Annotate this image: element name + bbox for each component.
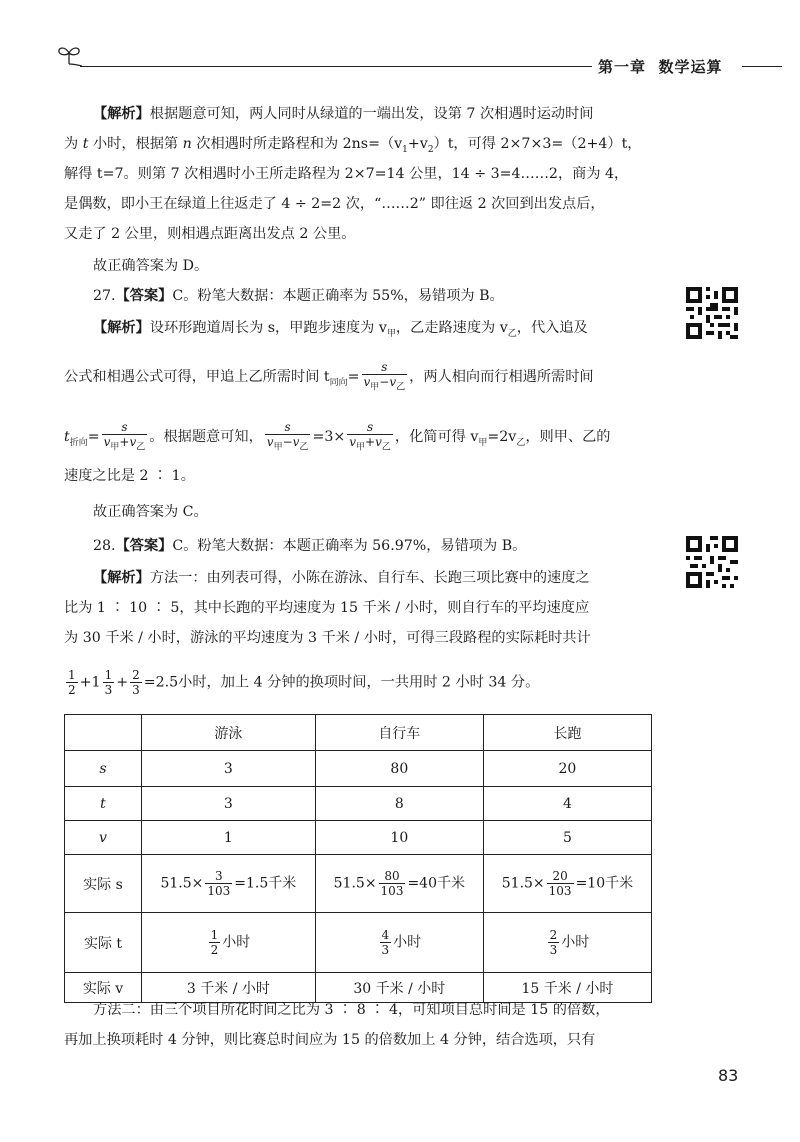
q26-conclusion: 故正确答案为 D。 (93, 258, 209, 274)
fraction: $\frac{s}{v_甲-v_乙}$ (363, 360, 406, 393)
fraction: $\frac{s}{v_甲+v_乙}$ (349, 420, 391, 453)
table-row (65, 821, 652, 855)
table-cell: $\frac{1}{2}$ 小时 (142, 913, 316, 973)
table-row (65, 913, 652, 973)
qr-code-icon[interactable] (686, 287, 738, 339)
fraction: $\frac{1}{3}$ (104, 668, 113, 697)
header-rule (80, 66, 592, 67)
q28-analysis-line3: 为 30 千米 / 小时，游泳的平均速度为 3 千米 / 小时，可得三段路程的实际耗时共计 (64, 630, 591, 646)
table-row (65, 751, 652, 787)
q26-analysis-line3: 解得 t=7。则第 7 次相遇时小王所走路程为 2×7=14 公里，14 ÷ 3=4……2，商为 4， (64, 166, 629, 182)
fraction: $\frac{1}{2}$ (68, 668, 76, 697)
table-cell: 8 (315, 787, 483, 821)
q26-analysis-line5: 又走了 2 公里，则相遇点距离出发点 2 公里。 (64, 226, 356, 242)
table-cell: $\frac{4}{3}$ 小时 (315, 913, 483, 973)
table-row-label: s (65, 751, 142, 787)
table-cell: 30 千米 / 小时 (315, 973, 483, 1003)
table-cell: 3 (142, 787, 316, 821)
table-row (65, 855, 652, 913)
q28-method2-line1: 方法二：由三个项目所花时间之比为 3 ∶ 8 ∶ 4，可知项目总时间是 15 的倍数， (93, 1002, 610, 1018)
q28-method2-line2: 再加上换项耗时 4 分钟，则比赛总时间应为 15 的倍数加上 4 分钟，结合选项，只有 (64, 1032, 596, 1048)
table-header-cell: 长跑 (483, 715, 651, 751)
fraction: $\frac{s}{v_甲-v_乙}$ (266, 420, 309, 453)
table-row-label: t (65, 787, 142, 821)
qr-code-icon[interactable] (686, 536, 738, 588)
table-row (65, 973, 652, 1003)
table-header-cell: 自行车 (315, 715, 483, 751)
q27-analysis-line1: 【解析】设环形跑道周长为 s，甲跑步速度为 $v_甲$，乙走路速度为 $v_乙$，代入追及 (93, 320, 588, 339)
q27-answer: 27.【答案】C。粉笔大数据：本题正确率为 55%，易错项为 B。 (93, 288, 504, 304)
table-header-row (65, 715, 652, 751)
data-table (64, 714, 652, 1003)
table-cell: 4 (483, 787, 651, 821)
table-cell: 10 (315, 821, 483, 855)
q27-analysis-line4: 速度之比是 2 ∶ 1。 (64, 468, 195, 484)
q28-analysis-line2: 比为 1 ∶ 10 ∶ 5，其中长跑的平均速度为 15 千米 / 小时，则自行车的平均速度应 (64, 600, 590, 616)
table-cell: 1 (142, 821, 316, 855)
table-cell: 3 千米 / 小时 (142, 973, 316, 1003)
table-cell: $\frac{2}{3}$ 小时 (483, 913, 651, 973)
q27-analysis-line3: $t_{折向}=$ $\frac{s}{v_甲+v_乙}$ 。根据题意可知， $\frac{s}{v_甲-v_乙}$ =3× $\frac{s}{v_甲+v_乙}$ ，化简可得 $v_甲=2v_乙$，则甲、乙的 (64, 420, 611, 453)
header-rule-right (742, 66, 782, 67)
table-cell: 3 (142, 751, 316, 787)
q27-analysis-line2: 公式和相遇公式可得，甲追上乙所需时间 $t_{同向}=$ $\frac{s}{v_甲-v_乙}$ ，两人相向而行相遇所需时间 (64, 360, 594, 393)
q28-analysis-line1: 【解析】方法一：由列表可得，小陈在游泳、自行车、长跑三项比赛中的速度之 (93, 570, 590, 586)
sprout-icon (56, 44, 82, 66)
q27-conclusion: 故正确答案为 C。 (93, 504, 208, 520)
page-number: 83 (718, 1066, 739, 1085)
chapter-header: 第一章 数学运算 (598, 58, 723, 76)
table-cell: 51.5× $\frac{20}{103}$ =10千米 (483, 855, 651, 913)
fraction: $\frac{2}{3}$ (132, 668, 140, 697)
table-cell: 20 (483, 751, 651, 787)
table-row-label: v (65, 821, 142, 855)
table-cell: 51.5× $\frac{80}{103}$ =40千米 (315, 855, 483, 913)
table-row (65, 787, 652, 821)
table-row-label: 实际 s (65, 855, 142, 913)
q26-analysis-line4: 是偶数，即小王在绿道上往返走了 4 ÷ 2=2 次，“……2” 即往返 2 次回到出发点后， (64, 196, 605, 212)
table-cell: 15 千米 / 小时 (483, 973, 651, 1003)
table-cell: 80 (315, 751, 483, 787)
q28-analysis-line4: $\frac{1}{2}$ +1 $\frac{1}{3}$ + $\frac{2}{3}$ =2.5小时，加上 4 分钟的换项时间，一共用时 2 小时 34 分。 (68, 668, 540, 697)
table-header-cell (65, 715, 142, 751)
q26-analysis-line1: 【解析】根据题意可知，两人同时从绿道的一端出发，设第 7 次相遇时运动时间 (93, 106, 594, 122)
table-row-label: 实际 v (65, 973, 142, 1003)
table-cell: 5 (483, 821, 651, 855)
fraction: $\frac{s}{v_甲+v_乙}$ (103, 420, 146, 453)
table-row-label: 实际 t (65, 913, 142, 973)
table-cell: 51.5× $\frac{3}{103}$ =1.5千米 (142, 855, 316, 913)
table-header-cell: 游泳 (142, 715, 316, 751)
q26-analysis-line2: 为 t 小时，根据第 n 次相遇时所走路程和为 $2ns=(v_1+v_2)t$，可得 2×7×3=（2+4）t， (64, 136, 642, 155)
q28-answer: 28.【答案】C。粉笔大数据：本题正确率为 56.97%，易错项为 B。 (93, 538, 527, 554)
